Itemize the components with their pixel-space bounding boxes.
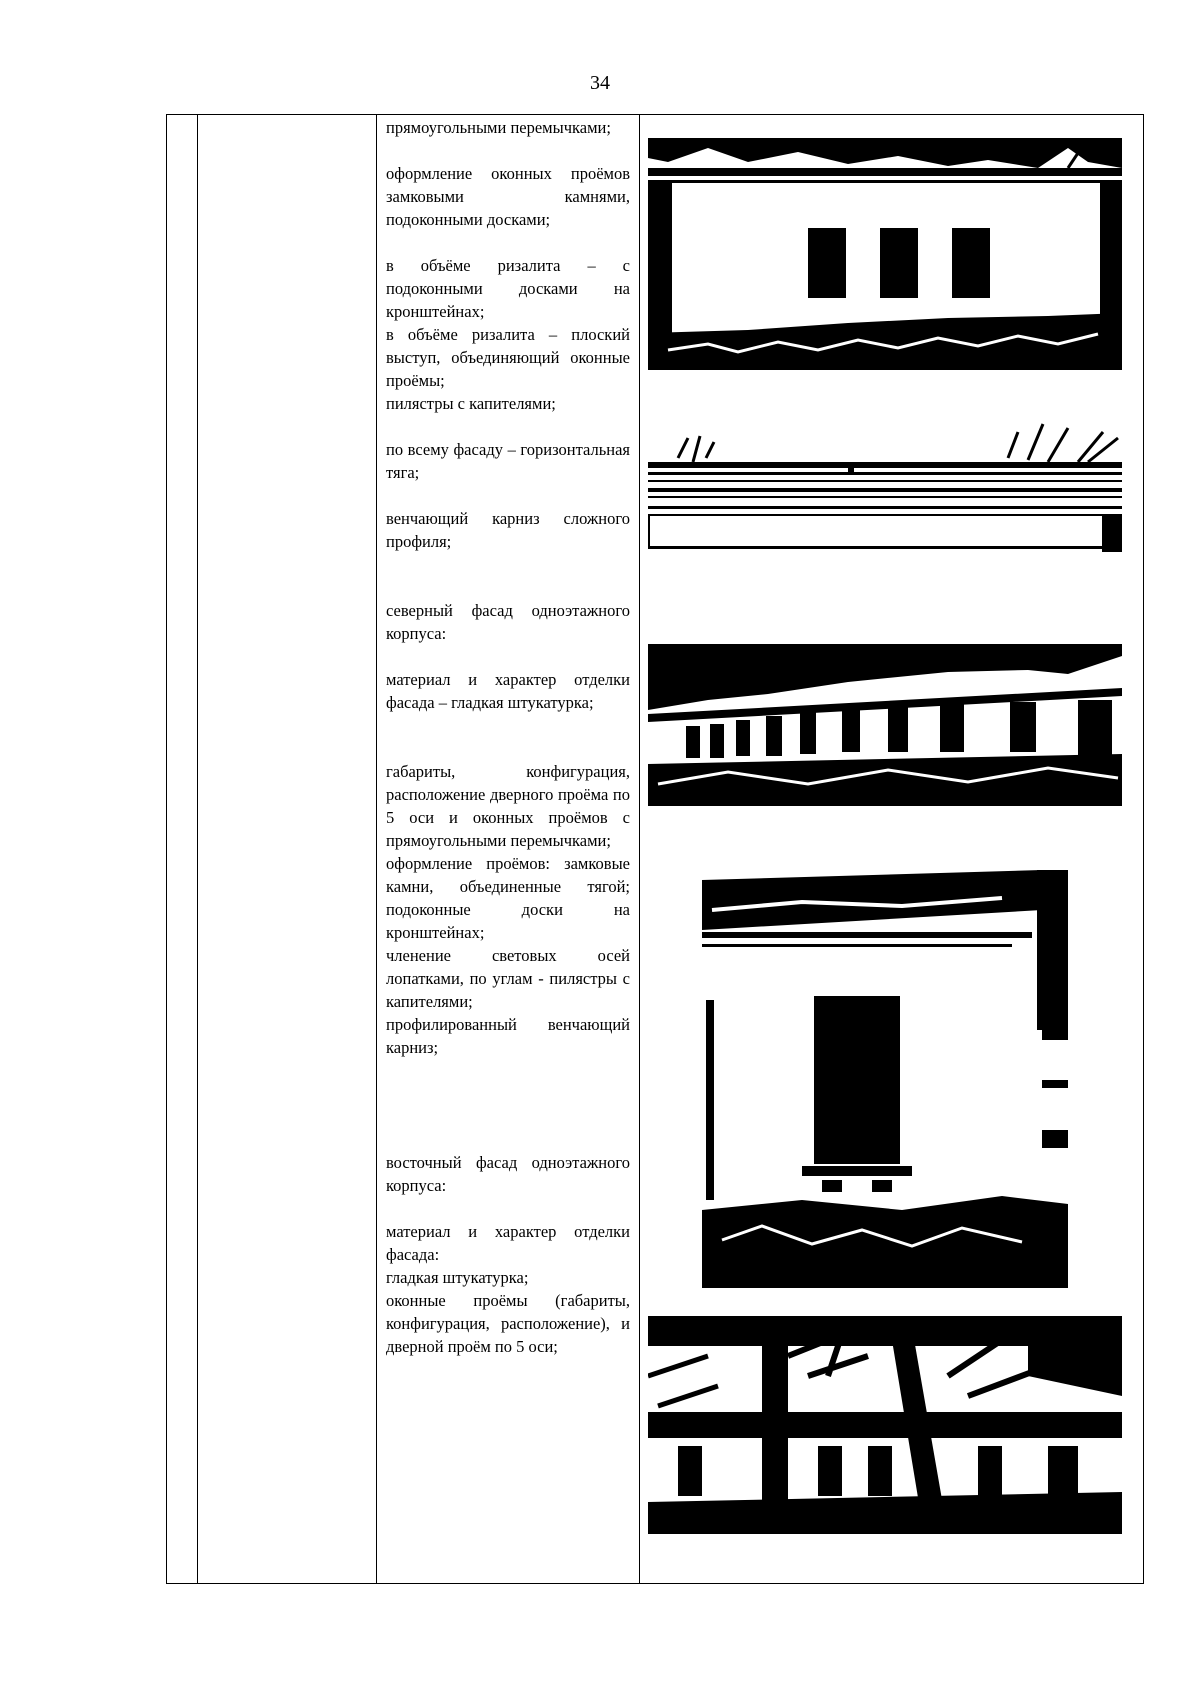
paragraph-14: восточный фасад одноэтажного корпуса:	[386, 1153, 630, 1195]
paragraph-11: оформление проёмов: замковые камни, объединенные тягой; подоконные доски на кронштейнах;	[386, 854, 630, 942]
spacer	[386, 1059, 630, 1151]
photo-window-detail	[702, 870, 1068, 1288]
description-column	[386, 116, 630, 1358]
spacer	[386, 139, 630, 162]
paragraph-1: прямоугольными перемычками;	[386, 118, 611, 137]
spacer	[386, 231, 630, 254]
paragraph-13: профилированный венчающий карниз;	[386, 1015, 630, 1057]
paragraph-8: северный фасад одноэтажного корпуса:	[386, 601, 630, 643]
paragraph-2: оформление оконных проёмов замковыми камнями, подоконными досками;	[386, 164, 630, 229]
paragraph-16: гладкая штукатурка;	[386, 1268, 529, 1287]
spacer	[386, 714, 630, 760]
paragraph-9: материал и характер отделки фасада – гладкая штукатурка;	[386, 670, 630, 712]
paragraph-15: материал и характер отделки фасада:	[386, 1222, 630, 1264]
spacer	[386, 415, 630, 438]
page-number: 34	[590, 72, 610, 94]
paragraph-5: пилястры с капителями;	[386, 394, 556, 413]
paragraph-6: по всему фасаду – горизонтальная тяга;	[386, 440, 630, 482]
spacer	[386, 484, 630, 507]
paragraph-17: оконные проёмы (габариты, конфигурация, расположение), и дверной проём по 5 оси;	[386, 1291, 630, 1356]
paragraph-3: в объёме ризалита – с подоконными досками на кронштейнах;	[386, 256, 630, 321]
photo-east-facade	[648, 1316, 1122, 1534]
photo-facade-three-windows	[648, 138, 1122, 370]
spacer	[386, 645, 630, 668]
column-divider-1	[197, 115, 198, 1583]
photo-north-facade	[648, 644, 1122, 806]
paragraph-12: членение световых осей лопатками, по углам - пилястры с капителями;	[386, 946, 630, 1011]
paragraph-7: венчающий карниз сложного профиля;	[386, 509, 630, 551]
spacer	[386, 553, 630, 599]
paragraph-10: габариты, конфигурация, расположение дверного проёма по 5 оси и оконных проёмов с прямоугольными перемычками;	[386, 762, 630, 850]
paragraph-4: в объёме ризалита – плоский выступ, объединяющий оконные проёмы;	[386, 325, 630, 390]
column-divider-2	[376, 115, 377, 1583]
spacer	[386, 1197, 630, 1220]
photo-cornice-strip	[648, 418, 1122, 552]
column-divider-3	[639, 115, 640, 1583]
